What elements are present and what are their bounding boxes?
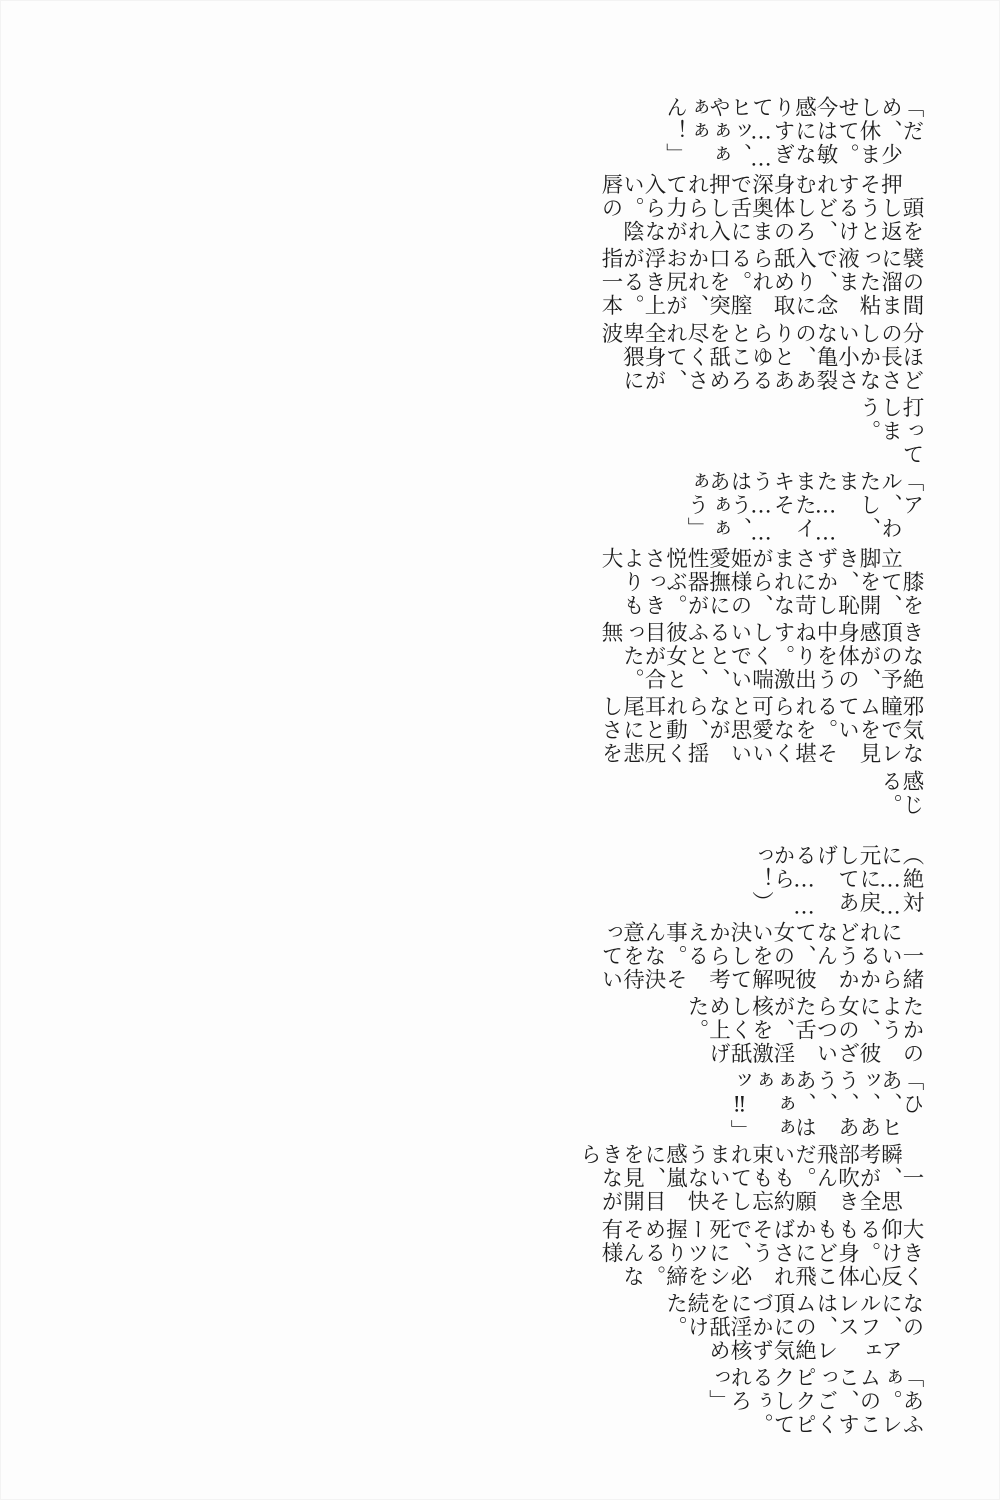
text-line: 襞の間に溜まった粘液まで、念入りに舐め取られる。膣口を突かれ、お尻が浮き上がる。指一本 [598, 247, 924, 318]
text-line: 邪気な瞳でレムを見ている。それを堪らなく可愛いと思いながら、揺れ動く耳と尻尾に悲しさを [598, 695, 924, 766]
text-line: 一瞬、思考が全部吹き飛んだ。願いも約束も忘れてしまいそうな快感嵐に、目を見開きながら [576, 1143, 924, 1214]
text-line: （絶対に……元に戻してあげる……からっ！） [748, 843, 924, 922]
text-line: 打ってしまう。 [856, 395, 924, 467]
text-line: 大きく仰け反る。心も身体もどこかに飛ばされそうで、必死にシーツを握り締める。そんな有様 [598, 1217, 924, 1288]
text-line: 「ひあ、ヒッ、あう、あう、あ、はぁぁぁぁッ‼」 [727, 1069, 924, 1144]
vertical-text-body [60, 96, 922, 1440]
text-line: たかのように、彼女のざらついた舌が、淫核を激しく舐め上げた。 [684, 995, 924, 1066]
text-line: 一緒にいられるかどうかなんて、彼女の呪いを解決してから考える事。そんな決意を待ってい [598, 921, 924, 992]
text-line: なのに、アルフェレスは、レムの絶頂に気づかずに淫核を舐め続けた。 [662, 1291, 924, 1363]
text-line: 「アル、わたし、また……またイキそう……はう、あぁぁぁう」 [684, 469, 924, 548]
text-line: 「だめ、少し休ませて。今は敏感になりすぎて……ヒッ、やぁぁぁぁん！」 [662, 96, 924, 174]
text-line: 「あふぁ。レムのここ、すっごくピクピクしてるぅ。れろっ」 [705, 1365, 924, 1437]
text-line: きな絶頂の予感が、身体の中をうねり出す。激しく喘いでいると、ふと、彼女と目が合った。無 [598, 621, 924, 692]
text-line: 感じる。 [877, 769, 924, 817]
text-line: 膝を立て、脚を開き、恥ずかしさに苛まれながら、姫様の愛撫に性器が悦ぶ。さっきよりも大 [598, 547, 924, 618]
text-line: 頭を押し返そうとするけれど、むしろ身体の深奥まで舌に押し入れられて力が入らない。陰唇の [598, 173, 924, 244]
text-line: 分ほどの長さしかない小さな亀裂の、ありとあらゆるところを舐め尽くされて、全身が卑猥に波 [598, 321, 924, 392]
